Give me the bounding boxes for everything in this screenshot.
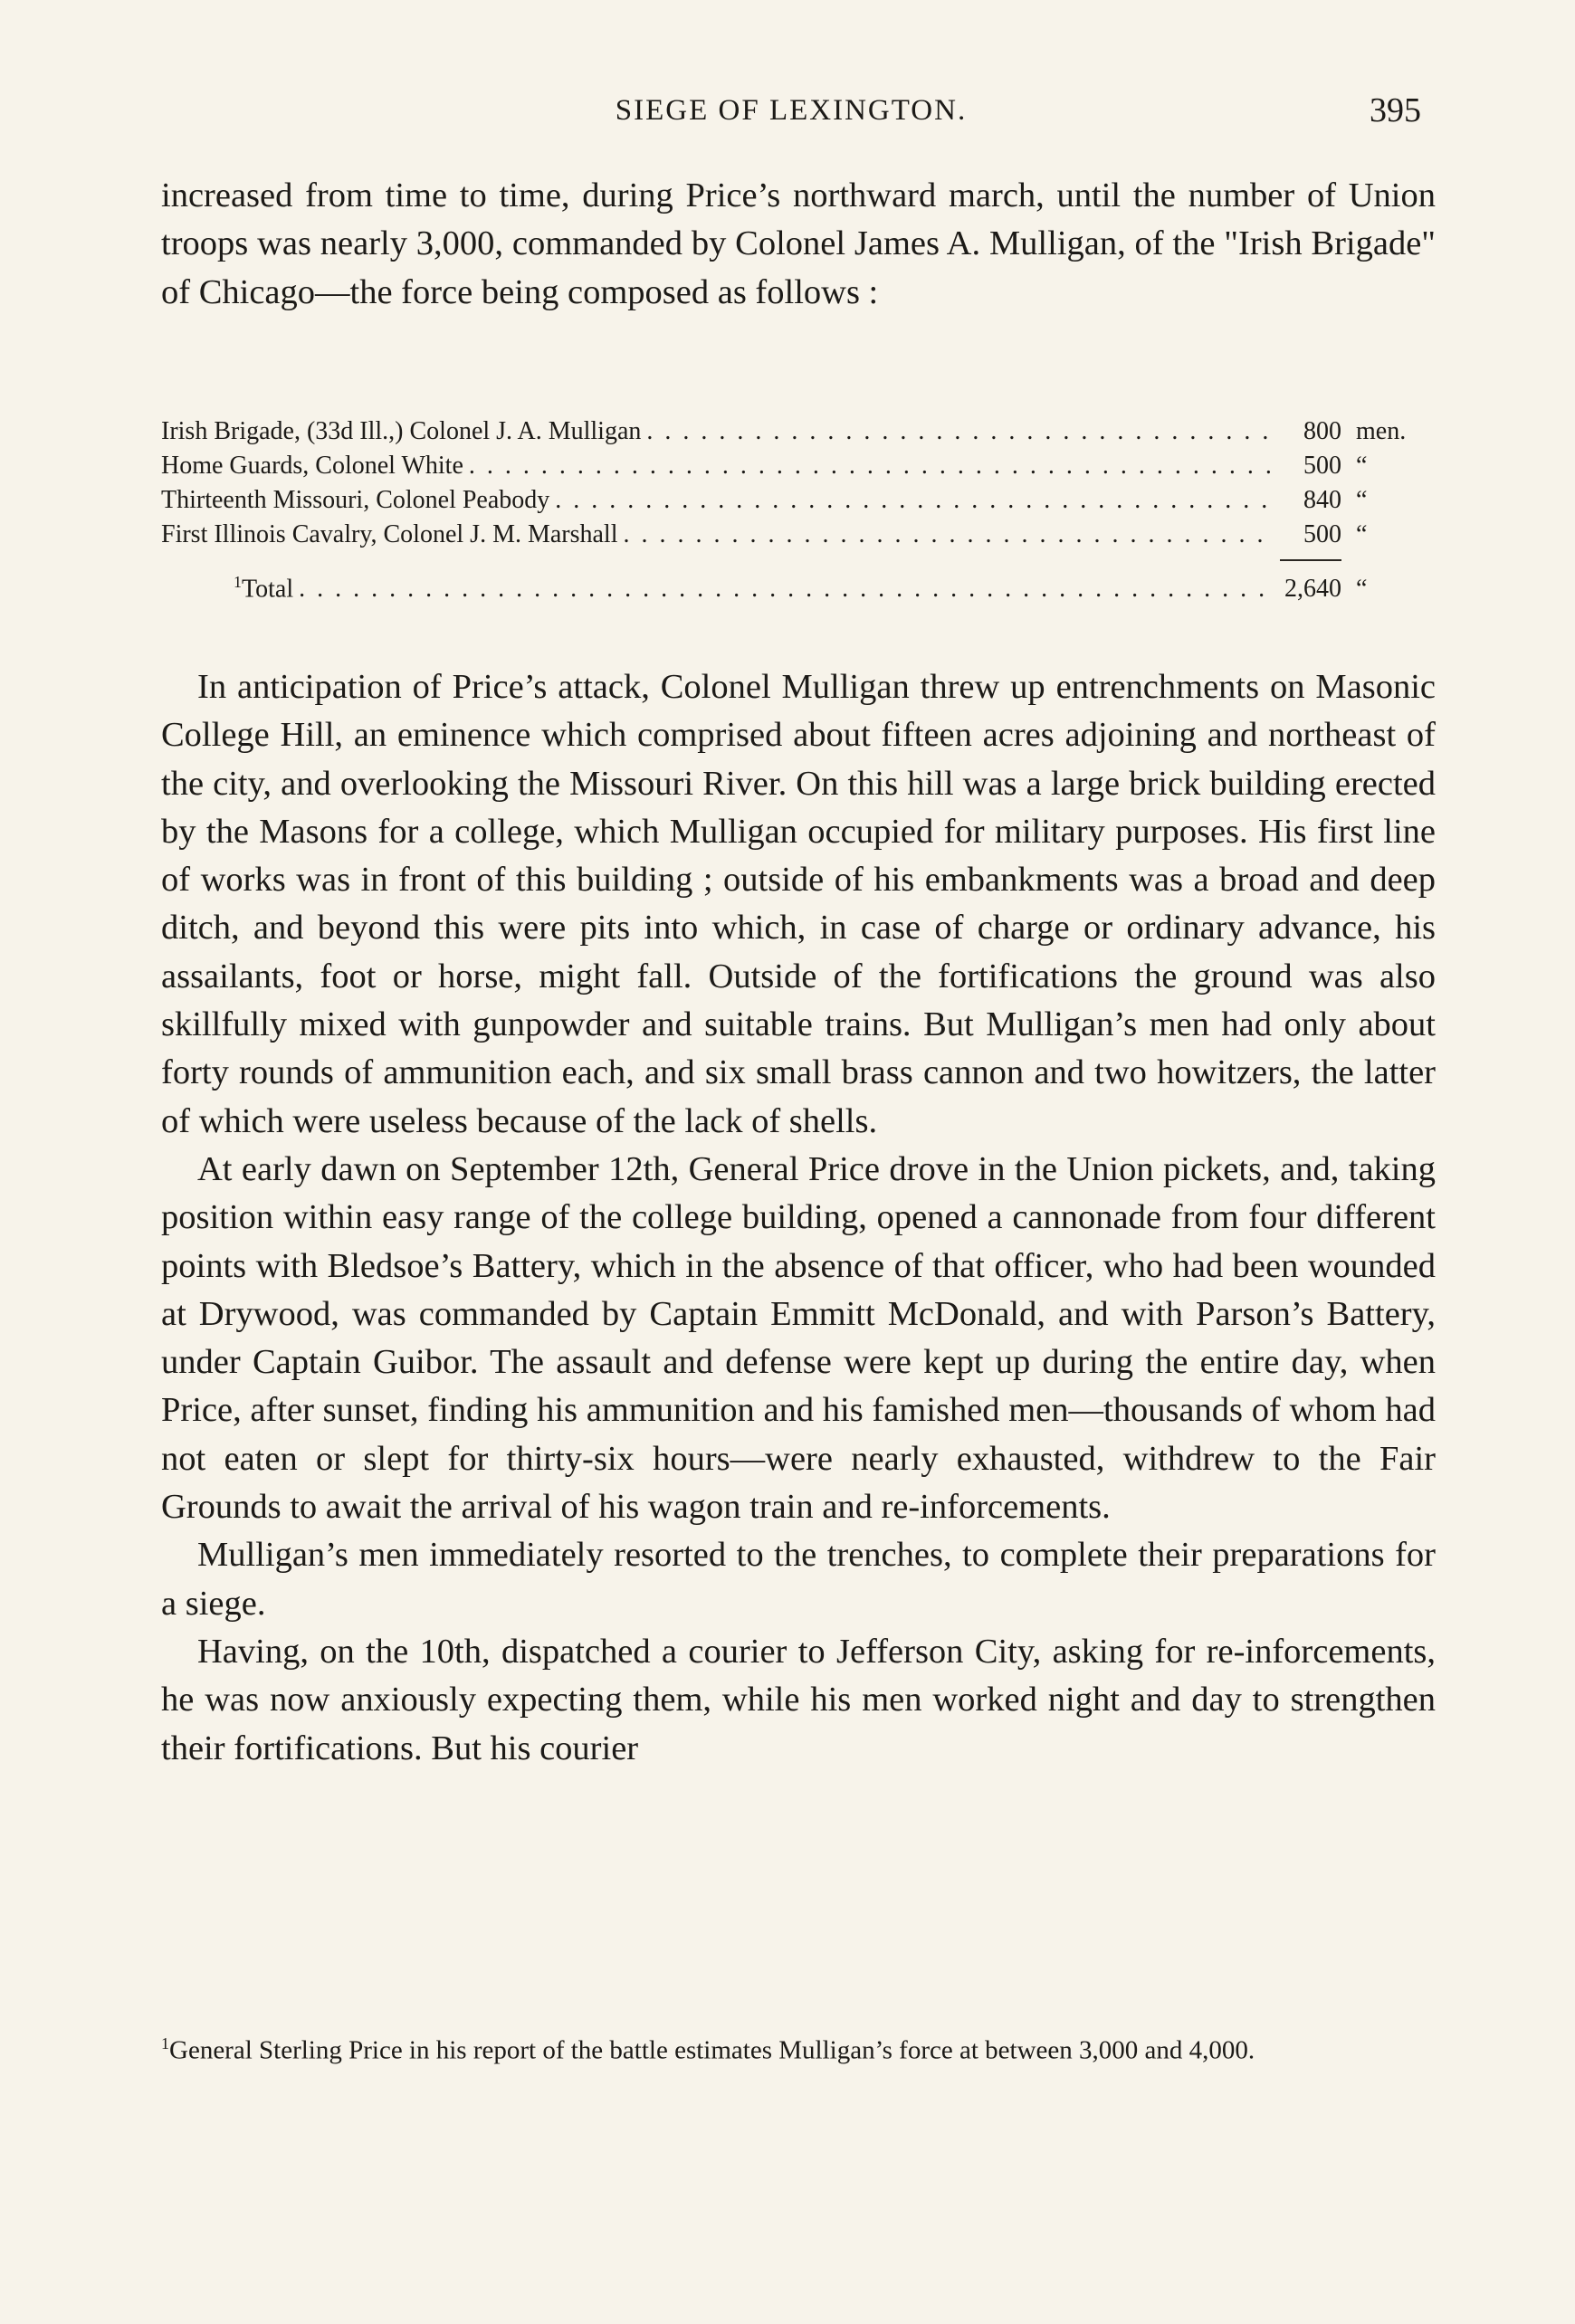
footnote-reference-marker: 1 [234, 573, 242, 591]
roster-unit-name: Irish Brigade, (33d Ill.,) Colonel J. A. Mulligan [161, 417, 642, 445]
roster-count: 840 [1303, 486, 1341, 514]
roster-count: 800 [1303, 417, 1341, 445]
dot-leader [624, 518, 1277, 552]
roster-row [161, 518, 1436, 552]
intro-paragraph-block [161, 172, 1436, 317]
dot-leader [469, 449, 1276, 483]
paragraph-entrenchments: In anticipation of Price’s attack, Colonel Mulligan threw up entrenchments on Masonic College Hill, an eminence which comprised about fifteen acres adjoining and northeast of the city, and overlooking the Missouri River. On this hill was a large brick building erected by the Masons for a college, which Mulligan occupied for military purposes. His first line of works was in front of this building ; outside of his embankments was a broad and deep ditch, and beyond this were pits into which, in case of charge or ordinary advance, his assailants, foot or horse, might fall. Outside of the fortifications the ground was also skillfully mixed with gunpowder and suitable trains. But Mulligan’s men had only about forty rounds of ammunition each, and six small brass cannon and two howitzers, the latter of which were useless because of the lack of shells. [161, 668, 1436, 1140]
roster-unit-name: Home Guards, Colonel White [161, 452, 463, 480]
roster-row [161, 449, 1436, 483]
roster-unit-label: men. [1356, 417, 1407, 445]
roster-unit-name: Thirteenth Missouri, Colonel Peabody [161, 486, 550, 514]
main-text-block [161, 663, 1436, 1773]
roster-count: 500 [1303, 452, 1341, 480]
roster-total-row [161, 565, 1436, 604]
roster-total-label: Total [242, 575, 294, 604]
force-roster-table [161, 414, 1436, 604]
paragraph-trenches: Mulligan’s men immediately resorted to the trenches, to complete their preparations for a siege. [161, 1536, 1436, 1623]
roster-row [161, 483, 1436, 518]
roster-row [161, 414, 1436, 449]
paragraph-courier: Having, on the 10th, dispatched a courier to Jefferson City, asking for re-inforcements, he was now anxiously expecting them, while his men worked night and day to strengthen their fortifications. But his courier [161, 1632, 1436, 1767]
dot-leader [646, 414, 1276, 449]
running-head: SIEGE OF LEXINGTON. [615, 94, 968, 127]
footnote [161, 2025, 1436, 2069]
roster-total-count: 2,640 [1284, 575, 1341, 604]
intro-paragraph: increased from time to time, during Price’s northward march, until the number of Union troops was nearly 3,000, commanded by Colonel James A. Mulligan, of the "Irish Brigade" of Chicago—the force being composed as follows : [161, 176, 1436, 311]
dot-leader [299, 572, 1276, 606]
page-number: 395 [1370, 91, 1421, 129]
roster-unit-name: First Illinois Cavalry, Colonel J. M. Marshall [161, 520, 618, 548]
roster-unit-label: “ [1356, 520, 1368, 548]
roster-unit-label: “ [1356, 486, 1368, 514]
page-header [161, 90, 1421, 132]
footnote-marker: 1 [161, 2034, 169, 2053]
total-rule [1280, 559, 1341, 561]
roster-unit-label: “ [1356, 452, 1368, 480]
footnote-text: General Sterling Price in his report of the battle estimates Mulligan’s force at between 3,000 and 4,000. [169, 2035, 1255, 2065]
paragraph-assault: At early dawn on September 12th, General Price drove in the Union pickets, and, taking position within easy range of the college building, opened a cannonade from four different points with Bledsoe’s Battery, which in the absence of that officer, who had been wounded at Drywood, was commanded by Captain Emmitt McDonald, and with Parson’s Battery, under Captain Guibor. The assault and defense were kept up during the entire day, when Price, after sunset, finding his ammunition and his famished men—thousands of whom had not eaten or slept for thirty-six hours—were nearly exhausted, withdrew to the Fair Grounds to await the arrival of his wagon train and re-inforcements. [161, 1149, 1436, 1527]
roster-count: 500 [1303, 520, 1341, 548]
dot-leader [555, 483, 1276, 518]
roster-unit-label: “ [1356, 575, 1368, 604]
roster-total-label-group [234, 565, 293, 606]
